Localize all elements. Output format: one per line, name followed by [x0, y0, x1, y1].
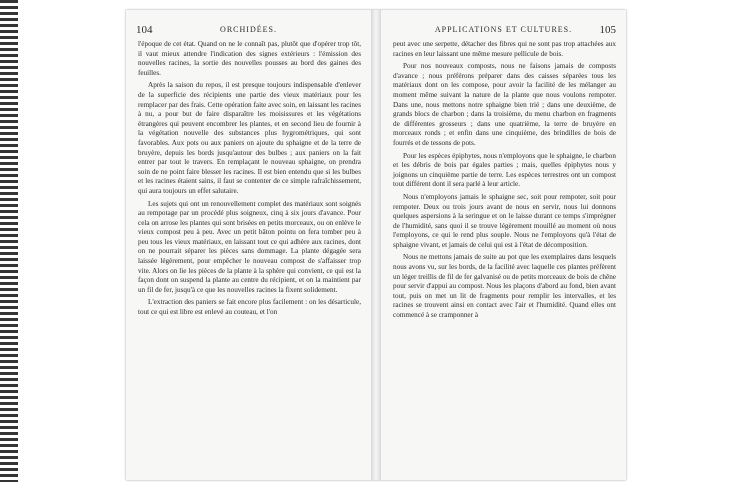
- book-gutter: [371, 10, 381, 480]
- paragraph: Pour nos nouveaux composts, nous ne faisons jamais de composts d'avance ; nous préférons préparer dans des caisses séparées tous les matériaux dont on les compose, pour avoir la facilité de les mélanger au moment même suivant la nature de la plante que nous voulons rempoter. Dans une, nous mettons notre sphaigne bien trié ; dans une deuxième, de grands blocs de charbon ; dans la troisième, du menu charbon en fragments de différentes grosseurs ; dans une quatrième, la terre de bruyère en morceaux ronds ; et enfin dans une cinquième, des brindilles de bois de fourrés et de tessons de pots.: [393, 62, 616, 147]
- left-page-number: 104: [136, 24, 153, 36]
- paragraph: Les sujets qui ont un renouvellement complet des matériaux sont soignés au rempotage par un procédé plus soigneux, cinq à six jours d'avance. Pour cela on arrose les plantes qui sont brisées en petits morceaux, ou on enlève le vieux compost peu à peu. Avec un petit bâton pointu on fera tomber peu à peu tous les vieux matériaux, en laissant tout ce qui adhère aux racines, dont on ne pourrait séparer les pièces sans dommage. La plante dégagée sera laissée légèrement, pour empêcher le nouveau compost de s'affaisser trop vite. Alors on lie les pièces de la plante à la sphère qui convient, ce qui est la façon dont on suspend la plante au centre du récipient, et on la maintient par un fil de fer, jusqu'à ce que les nouvelles racines la fixent solidement.: [138, 199, 361, 294]
- right-running-title: APPLICATIONS ET CULTURES.: [434, 25, 573, 34]
- book-spread: [126, 10, 626, 480]
- right-running-head: [391, 24, 616, 38]
- left-page-text: [138, 40, 361, 472]
- right-page-number: 105: [599, 24, 616, 36]
- left-page: [126, 10, 371, 480]
- right-page-text: [393, 40, 616, 472]
- paragraph: Nous n'employons jamais le sphaigne sec, soit pour rempoter, soit pour rempoter. Deux ou trois jours avant de nous en servir, nous lui donnons quelques aspersions à la seringue et on le laisse durant ce temps s'imprégner de l'humidité, sans quoi il se trouve légèrement mouillé au moment où nous l'employons, ce qui le rend plus souple. Nous ne l'employons qu'à l'état de sphaigne vivant, et jamais de celui qui est à l'état de décomposition.: [393, 192, 616, 249]
- paragraph: peut avec une serpette, détacher des fibres qui ne sont pas trop attachées aux racines en leur laissant une même mesure pellicule de bois.: [393, 40, 616, 58]
- left-running-head: [136, 24, 361, 38]
- paragraph: Nous ne mettons jamais de suite au pot que les exemplaires dans lesquels nous avons vu, sur les bords, de la facilité avec laquelle ces plantes préfèrent un léger treillis de fil de fer galvanisé ou de petits morceaux de bois de chêne pour servir d'appui au compost. Nous les plaçons d'abord au fond, bien avant tout, puis on met un lit de fragments pour remplir les intervalles, et les racines se trouvent ainsi en contact avec l'air et l'humidité. Quand elles ont commencé à se cramponner à: [393, 253, 616, 320]
- paragraph: Après la saison du repos, il est presque toujours indispensable d'enlever de la superficie des récipients une partie des vieux matériaux pour les remplacer par des frais. Cette opération faite avec soin, en laissant les racines à nu, a pour but de faire disparaître les moisissures et les végétations étrangères qui peuvent encombrer les plantes, et en second lieu de fournir à la végétation nouvelle des substances plus hygrométriques, qui sont favorables. Aux pots ou aux paniers on ajoute du sphaigne et de la terre de bruyère, depuis les bords jusqu'autour des bulbes ; aux paniers on la fait entrer par tout le travers. En remplaçant le nouveau sphaigne, on prendra soin de ne point faire blesser les racines. Il est bien entendu que si les bulbes et les racines étaient sains, il faut se contenter de ce simple rafraîchissement, qui aura toujours un effet salutaire.: [138, 81, 361, 195]
- paragraph: l'époque de cet état. Quand on ne le connaît pas, plutôt que d'opérer trop tôt, il vaut mieux attendre l'indication des signes extérieurs : l'émission des nouvelles racines, la sortie des nouvelles pousses au bord des gaines des feuilles.: [138, 40, 361, 77]
- scanner-edge-strip: [0, 0, 18, 482]
- paragraph: Pour les espèces épiphytes, nous n'employons que le sphaigne, le charbon et les débris de bois par égales parties ; mais, quelles épiphytes nous y joignons un cinquième partie de terre. Les espèces terrestres ont un compost tout différent dont il sera parlé à leur article.: [393, 151, 616, 189]
- paragraph: L'extraction des paniers se fait encore plus facilement : on les désarticule, tout ce qui est libre est enlevé au couteau, et l'on: [138, 298, 361, 317]
- right-page: [381, 10, 626, 480]
- left-running-title: ORCHIDÉES.: [220, 25, 277, 34]
